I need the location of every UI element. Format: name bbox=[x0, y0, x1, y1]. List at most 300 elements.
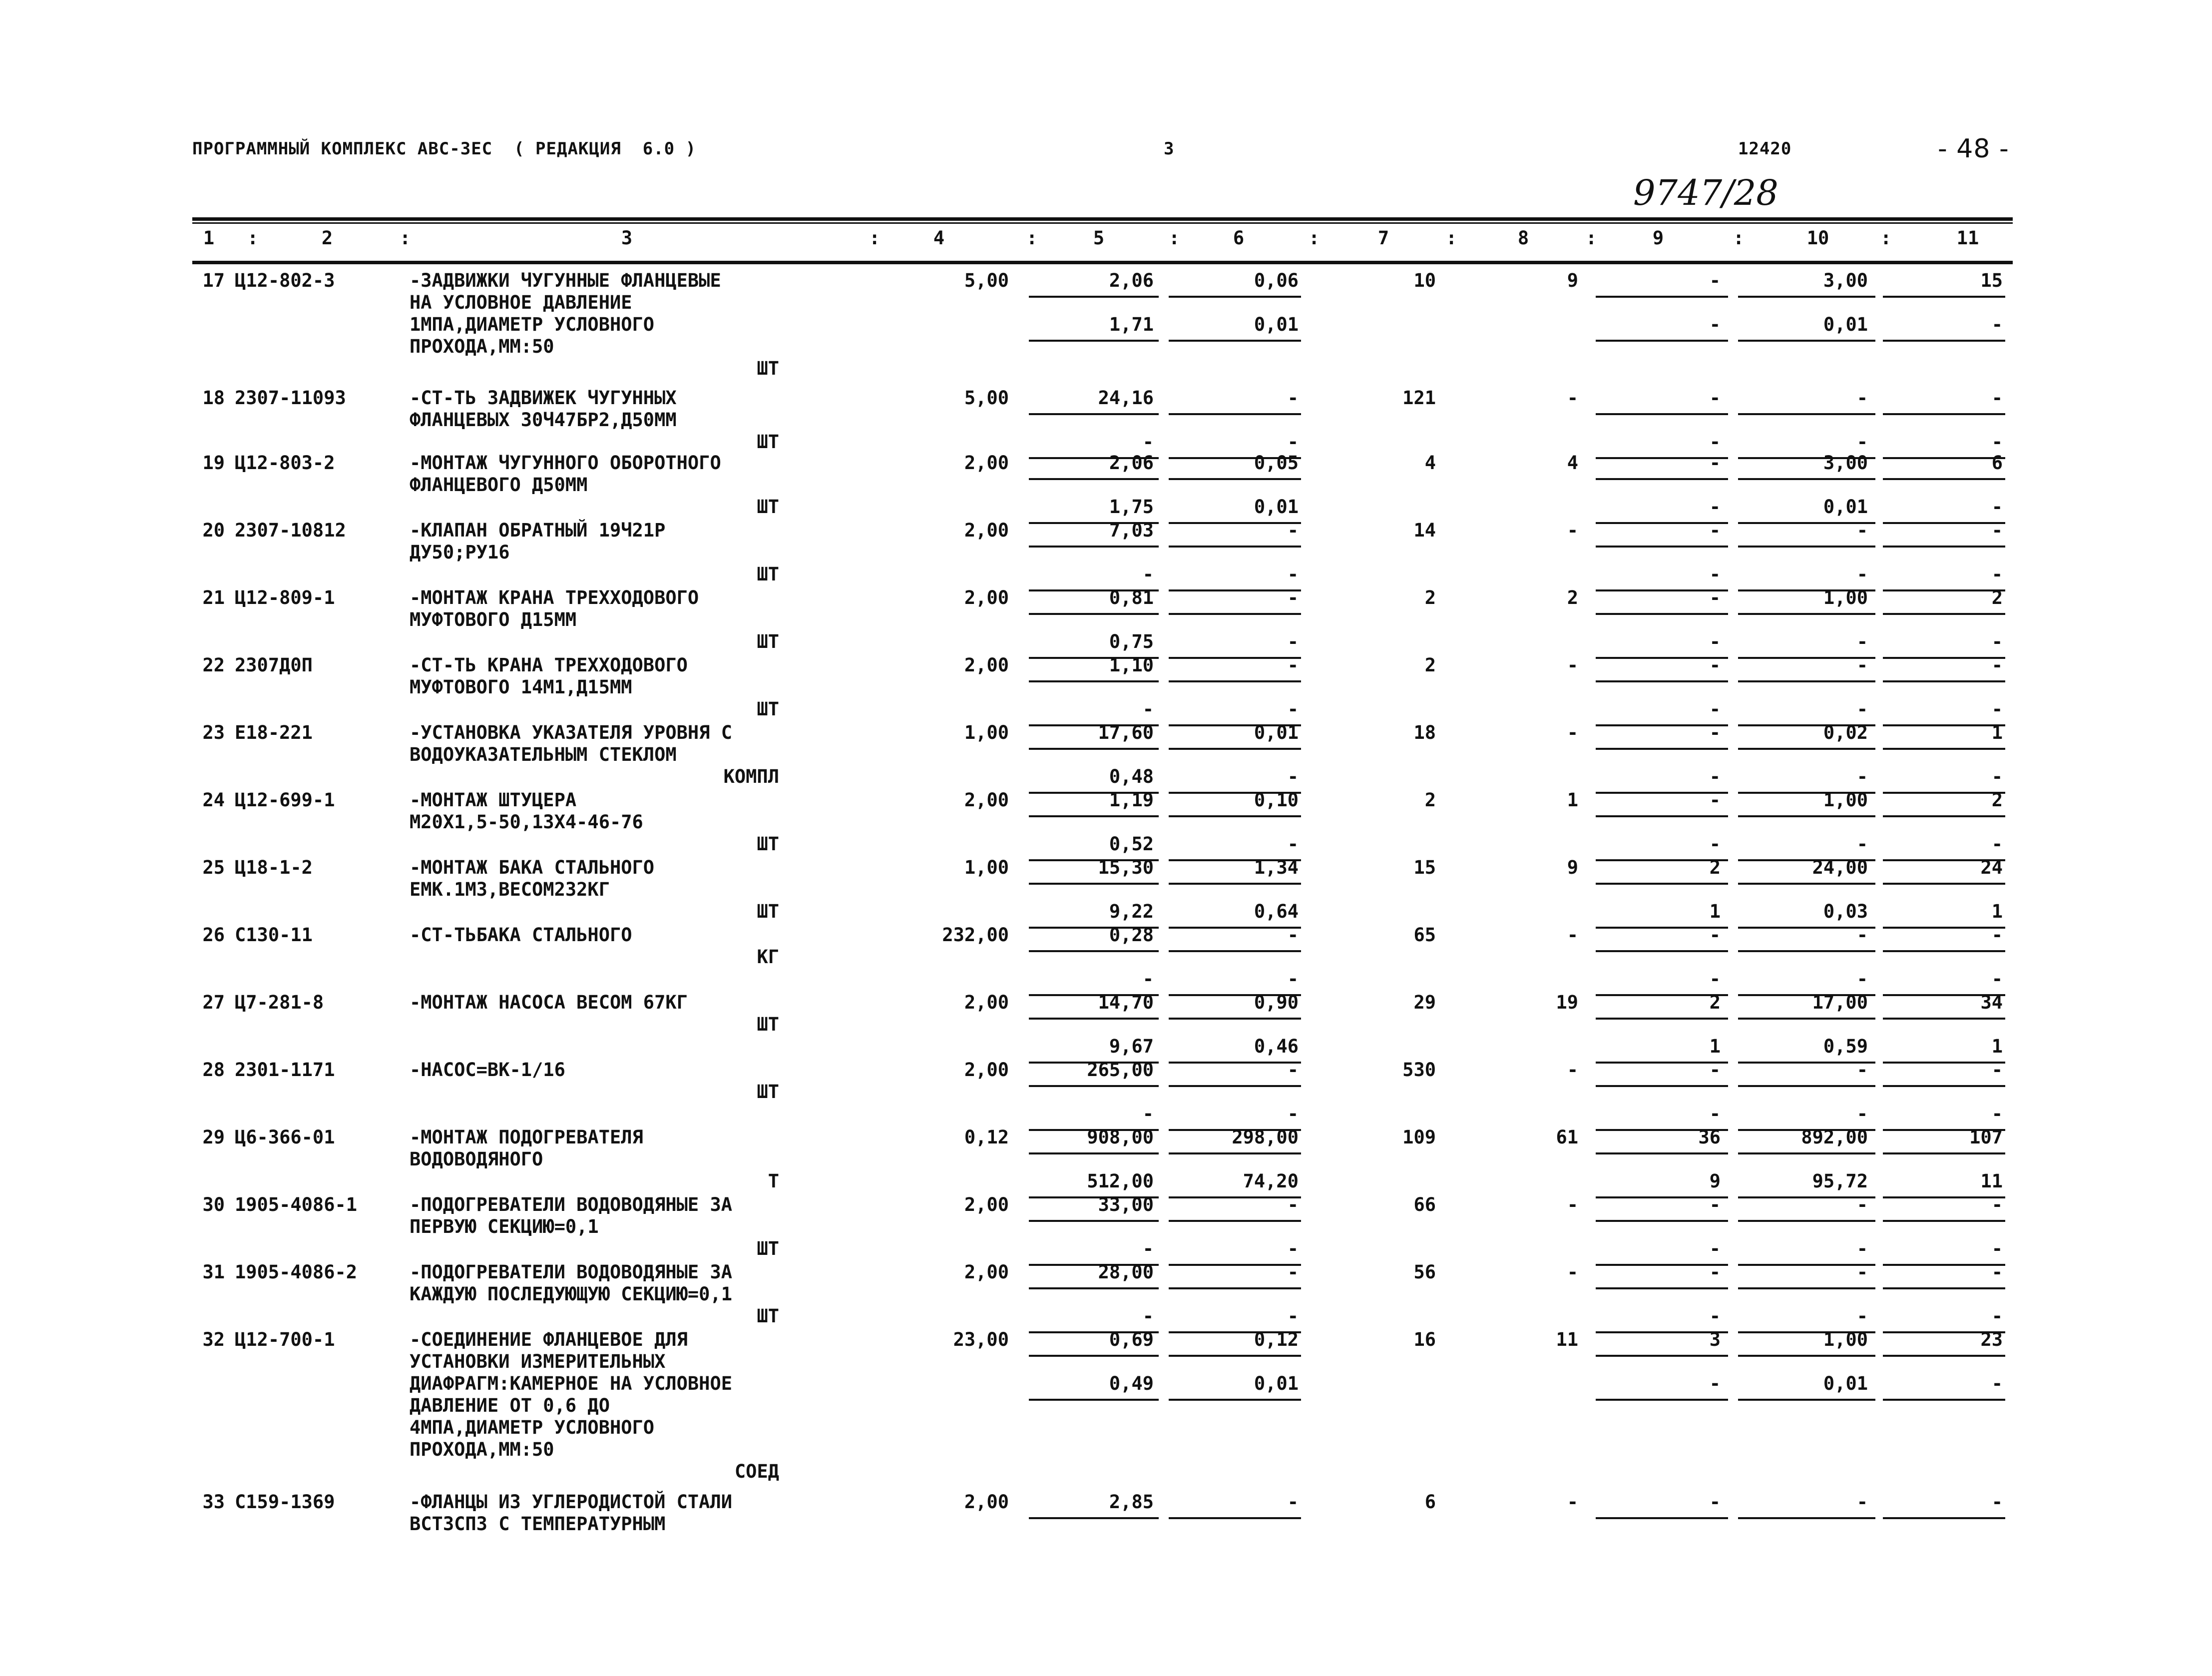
cell-c6b: 0,01 bbox=[1254, 314, 1299, 335]
cell-c8: - bbox=[1567, 1261, 1578, 1283]
cell-c8: - bbox=[1567, 924, 1578, 946]
cell-c5: 265,00 bbox=[1087, 1059, 1154, 1081]
item-description: КАЖДУЮ ПОСЛЕДУЮЩУЮ СЕКЦИЮ=0,1 bbox=[410, 1283, 733, 1305]
cell-c9b: 9 bbox=[1709, 1170, 1721, 1192]
cell-c5: 14,70 bbox=[1098, 992, 1154, 1013]
cell-c4: 1,00 bbox=[964, 722, 1009, 743]
cell-c8: 9 bbox=[1567, 857, 1578, 878]
cell-rule bbox=[1596, 1287, 1728, 1289]
cell-c10: 892,00 bbox=[1801, 1126, 1868, 1148]
cell-c5: 33,00 bbox=[1098, 1194, 1154, 1215]
cell-c6: - bbox=[1287, 654, 1299, 676]
cell-c10: - bbox=[1856, 654, 1868, 676]
item-description: ДУ50;РУ16 bbox=[410, 542, 510, 563]
cell-c5b: - bbox=[1142, 431, 1154, 453]
cell-rule bbox=[1596, 883, 1728, 885]
cell-c11: 2 bbox=[1991, 587, 2003, 608]
column-separator: : bbox=[869, 227, 881, 249]
cell-rule bbox=[1738, 748, 1875, 750]
column-header-2: 2 bbox=[321, 227, 333, 249]
cell-c7: 16 bbox=[1413, 1329, 1436, 1350]
cell-rule bbox=[1596, 296, 1728, 298]
cell-c5: 0,28 bbox=[1109, 924, 1154, 946]
cell-c9: - bbox=[1709, 1194, 1721, 1215]
cell-c9b: - bbox=[1709, 1305, 1721, 1327]
cell-c11b: 11 bbox=[1980, 1170, 2003, 1192]
column-separator: : bbox=[1309, 227, 1320, 249]
cell-c6: - bbox=[1287, 1261, 1299, 1283]
row-number: 25 bbox=[202, 857, 225, 878]
item-description: -КЛАПАН ОБРАТНЫЙ 19Ч21Р bbox=[410, 520, 666, 541]
cell-rule bbox=[1169, 478, 1301, 480]
cell-c10b: 0,01 bbox=[1823, 314, 1868, 335]
item-description: -МОНТАЖ ЧУГУННОГО ОБОРОТНОГО bbox=[410, 452, 721, 474]
cell-c10b: - bbox=[1856, 563, 1868, 585]
cell-c11b: 1 bbox=[1991, 1036, 2003, 1057]
cell-c7: 56 bbox=[1413, 1261, 1436, 1283]
cell-c6b: 0,46 bbox=[1254, 1036, 1299, 1057]
item-description: УСТАНОВКИ ИЗМЕРИТЕЛЬНЫХ bbox=[410, 1351, 666, 1372]
cell-c10b: - bbox=[1856, 1103, 1868, 1124]
cell-c9: 2 bbox=[1709, 857, 1721, 878]
item-description: 1МПА,ДИАМЕТР УСЛОВНОГО bbox=[410, 314, 655, 335]
row-number: 24 bbox=[202, 789, 225, 811]
cell-c9: - bbox=[1709, 452, 1721, 474]
cell-c6b: 74,20 bbox=[1243, 1170, 1299, 1192]
row-number: 26 bbox=[202, 924, 225, 946]
cell-c7: 530 bbox=[1402, 1059, 1436, 1081]
cell-c9b: - bbox=[1709, 1373, 1721, 1394]
item-description: М20Х1,5-50,13Х4-46-76 bbox=[410, 811, 643, 833]
cell-c5: 2,06 bbox=[1109, 270, 1154, 291]
cell-c4: 2,00 bbox=[964, 992, 1009, 1013]
item-description: -СТ-ТЬБАКА СТАЛЬНОГО bbox=[410, 924, 632, 946]
item-unit: ШТ bbox=[757, 563, 779, 585]
column-header-11: 11 bbox=[1956, 227, 1979, 249]
cell-c11: - bbox=[1991, 654, 2003, 676]
item-description: -СОЕДИНЕНИЕ ФЛАНЦЕВОЕ ДЛЯ bbox=[410, 1329, 688, 1350]
column-header-4: 4 bbox=[933, 227, 945, 249]
cell-c5b: - bbox=[1142, 968, 1154, 990]
cell-rule bbox=[1029, 1287, 1159, 1289]
cell-rule bbox=[1029, 1355, 1159, 1357]
cell-rule bbox=[1738, 883, 1875, 885]
cell-c8: - bbox=[1567, 654, 1578, 676]
document-code: 12420 bbox=[1738, 139, 1792, 159]
cell-rule bbox=[1169, 950, 1301, 952]
row-number: 17 bbox=[202, 270, 225, 291]
cell-c6: 0,12 bbox=[1254, 1329, 1299, 1350]
column-header-8: 8 bbox=[1517, 227, 1529, 249]
cell-c10: - bbox=[1856, 1261, 1868, 1283]
cell-c11b: - bbox=[1991, 1305, 2003, 1327]
row-number: 19 bbox=[202, 452, 225, 474]
cell-rule bbox=[1738, 1355, 1875, 1357]
cell-c9: - bbox=[1709, 654, 1721, 676]
page-number: - 48 - bbox=[1938, 134, 2009, 164]
cell-c5b: 0,52 bbox=[1109, 833, 1154, 855]
cell-c7: 2 bbox=[1424, 654, 1436, 676]
cell-rule bbox=[1738, 613, 1875, 615]
cell-rule bbox=[1883, 1085, 2005, 1087]
header-bottom-rule bbox=[192, 261, 2013, 264]
cell-c9: - bbox=[1709, 520, 1721, 541]
item-code: 2301-1171 bbox=[235, 1059, 335, 1081]
cell-c10: - bbox=[1856, 1491, 1868, 1513]
cell-c11: 24 bbox=[1980, 857, 2003, 878]
cell-c10: - bbox=[1856, 924, 1868, 946]
cell-rule bbox=[1169, 815, 1301, 817]
item-description: ВОДОВОДЯНОГО bbox=[410, 1148, 543, 1170]
cell-rule bbox=[1029, 815, 1159, 817]
cell-c9: 36 bbox=[1698, 1126, 1721, 1148]
item-code: Ц12-809-1 bbox=[235, 587, 335, 608]
cell-rule bbox=[1169, 883, 1301, 885]
cell-c10: 0,02 bbox=[1823, 722, 1868, 743]
item-description: -МОНТАЖ ПОДОГРЕВАТЕЛЯ bbox=[410, 1126, 643, 1148]
item-code: Ц12-699-1 bbox=[235, 789, 335, 811]
item-unit: ШТ bbox=[757, 358, 779, 379]
cell-c6: 0,05 bbox=[1254, 452, 1299, 474]
cell-rule bbox=[1883, 546, 2005, 548]
cell-c4: 2,00 bbox=[964, 1261, 1009, 1283]
cell-c9b: - bbox=[1709, 698, 1721, 720]
cell-rule bbox=[1169, 413, 1301, 415]
cell-c9: - bbox=[1709, 1059, 1721, 1081]
cell-c9: - bbox=[1709, 924, 1721, 946]
cell-rule bbox=[1029, 1152, 1159, 1154]
cell-c11: 23 bbox=[1980, 1329, 2003, 1350]
cell-rule bbox=[1596, 478, 1728, 480]
cell-rule-lower bbox=[1883, 340, 2005, 342]
cell-rule bbox=[1029, 413, 1159, 415]
item-code: 2307-11093 bbox=[235, 387, 346, 409]
column-separator: : bbox=[1026, 227, 1038, 249]
cell-c9: 2 bbox=[1709, 992, 1721, 1013]
cell-rule bbox=[1738, 413, 1875, 415]
cell-c8: 4 bbox=[1567, 452, 1578, 474]
top-rule-1 bbox=[192, 217, 2013, 221]
item-unit: Т bbox=[768, 1170, 779, 1192]
cell-c5: 908,00 bbox=[1087, 1126, 1154, 1148]
cell-c11b: - bbox=[1991, 631, 2003, 652]
cell-c8: 19 bbox=[1556, 992, 1578, 1013]
cell-c9b: - bbox=[1709, 631, 1721, 652]
cell-rule bbox=[1596, 748, 1728, 750]
cell-c9b: - bbox=[1709, 968, 1721, 990]
cell-c5b: 9,67 bbox=[1109, 1036, 1154, 1057]
item-code: Е18-221 bbox=[235, 722, 313, 743]
cell-rule bbox=[1738, 1287, 1875, 1289]
cell-c10: 17,00 bbox=[1812, 992, 1868, 1013]
cell-c11: 2 bbox=[1991, 789, 2003, 811]
cell-rule bbox=[1169, 1085, 1301, 1087]
cell-c10: 1,00 bbox=[1823, 587, 1868, 608]
cell-rule bbox=[1596, 1085, 1728, 1087]
cell-c7: 18 bbox=[1413, 722, 1436, 743]
cell-c4: 2,00 bbox=[964, 1491, 1009, 1513]
cell-c7: 6 bbox=[1424, 1491, 1436, 1513]
cell-c11: 15 bbox=[1980, 270, 2003, 291]
cell-c6b: - bbox=[1287, 1238, 1299, 1259]
cell-c5: 2,06 bbox=[1109, 452, 1154, 474]
cell-rule-lower bbox=[1596, 1399, 1728, 1401]
cell-c6b: - bbox=[1287, 631, 1299, 652]
column-header-1: 1 bbox=[203, 227, 215, 249]
cell-c7: 29 bbox=[1413, 992, 1436, 1013]
cell-c6: 298,00 bbox=[1232, 1126, 1299, 1148]
item-description: -ФЛАНЦЫ ИЗ УГЛЕРОДИСТОЙ СТАЛИ bbox=[410, 1491, 733, 1513]
cell-c6: 0,90 bbox=[1254, 992, 1299, 1013]
item-description: -МОНТАЖ БАКА СТАЛЬНОГО bbox=[410, 857, 655, 878]
item-code: Ц12-700-1 bbox=[235, 1329, 335, 1350]
cell-c6: - bbox=[1287, 387, 1299, 409]
row-number: 33 bbox=[202, 1491, 225, 1513]
row-number: 22 bbox=[202, 654, 225, 676]
cell-rule bbox=[1883, 950, 2005, 952]
cell-rule bbox=[1029, 478, 1159, 480]
cell-c7: 109 bbox=[1402, 1126, 1436, 1148]
cell-c4: 2,00 bbox=[964, 1194, 1009, 1215]
cell-c9: - bbox=[1709, 722, 1721, 743]
cell-c11b: - bbox=[1991, 766, 2003, 787]
cell-c10: - bbox=[1856, 1059, 1868, 1081]
column-separator: : bbox=[1446, 227, 1457, 249]
cell-c9b: - bbox=[1709, 766, 1721, 787]
cell-rule bbox=[1738, 1085, 1875, 1087]
item-description: -ЗАДВИЖКИ ЧУГУННЫЕ ФЛАНЦЕВЫЕ bbox=[410, 270, 721, 291]
column-header-3: 3 bbox=[621, 227, 633, 249]
cell-c11: 107 bbox=[1969, 1126, 2003, 1148]
cell-c5: 17,60 bbox=[1098, 722, 1154, 743]
item-description: ФЛАНЦЕВОГО Д50ММ bbox=[410, 474, 588, 496]
cell-c5b: 0,75 bbox=[1109, 631, 1154, 652]
item-description: ФЛАНЦЕВЫХ 30Ч47БР2,Д50ММ bbox=[410, 409, 677, 431]
cell-rule bbox=[1169, 1355, 1301, 1357]
cell-c11: 6 bbox=[1991, 452, 2003, 474]
cell-c11b: - bbox=[1991, 1373, 2003, 1394]
cell-c9: - bbox=[1709, 387, 1721, 409]
column-header-6: 6 bbox=[1233, 227, 1245, 249]
cell-rule-lower bbox=[1883, 1399, 2005, 1401]
cell-c5b: 512,00 bbox=[1087, 1170, 1154, 1192]
cell-c5b: - bbox=[1142, 1305, 1154, 1327]
cell-c4: 0,12 bbox=[964, 1126, 1009, 1148]
cell-rule bbox=[1596, 1517, 1728, 1519]
cell-rule bbox=[1883, 680, 2005, 682]
item-code: С159-1369 bbox=[235, 1491, 335, 1513]
cell-c9b: - bbox=[1709, 1238, 1721, 1259]
item-description: МУФТОВОГО Д15ММ bbox=[410, 609, 577, 630]
cell-rule-lower bbox=[1029, 340, 1159, 342]
cell-c5: 7,03 bbox=[1109, 520, 1154, 541]
column-separator: : bbox=[1733, 227, 1745, 249]
item-unit: ШТ bbox=[757, 1014, 779, 1035]
cell-c5: 28,00 bbox=[1098, 1261, 1154, 1283]
row-number: 21 bbox=[202, 587, 225, 608]
top-rule-2 bbox=[192, 222, 2013, 224]
cell-rule bbox=[1169, 1287, 1301, 1289]
cell-rule bbox=[1596, 815, 1728, 817]
cell-c5: 1,10 bbox=[1109, 654, 1154, 676]
row-number: 23 bbox=[202, 722, 225, 743]
cell-c4: 1,00 bbox=[964, 857, 1009, 878]
cell-rule bbox=[1596, 613, 1728, 615]
cell-c8: 2 bbox=[1567, 587, 1578, 608]
item-unit: ШТ bbox=[757, 1238, 779, 1259]
cell-rule bbox=[1596, 1018, 1728, 1020]
cell-c10b: 95,72 bbox=[1812, 1170, 1868, 1192]
cell-rule bbox=[1738, 680, 1875, 682]
item-description: -УСТАНОВКА УКАЗАТЕЛЯ УРОВНЯ С bbox=[410, 722, 733, 743]
cell-c10: - bbox=[1856, 387, 1868, 409]
cell-c6b: - bbox=[1287, 1103, 1299, 1124]
cell-c4: 2,00 bbox=[964, 789, 1009, 811]
row-number: 30 bbox=[202, 1194, 225, 1215]
item-unit: ШТ bbox=[757, 698, 779, 720]
cell-c10: - bbox=[1856, 1194, 1868, 1215]
cell-c6: - bbox=[1287, 1194, 1299, 1215]
item-description: -СТ-ТЬ ЗАДВИЖЕК ЧУГУННЫХ bbox=[410, 387, 677, 409]
cell-c10: 3,00 bbox=[1823, 452, 1868, 474]
cell-c10b: - bbox=[1856, 968, 1868, 990]
cell-rule bbox=[1596, 1220, 1728, 1222]
cell-c11: - bbox=[1991, 520, 2003, 541]
cell-rule bbox=[1883, 748, 2005, 750]
cell-c6: - bbox=[1287, 924, 1299, 946]
cell-c4: 2,00 bbox=[964, 520, 1009, 541]
item-unit: СОЕД bbox=[734, 1461, 779, 1482]
cell-c10: 24,00 bbox=[1812, 857, 1868, 878]
item-unit: ШТ bbox=[757, 901, 779, 922]
cell-c6b: - bbox=[1287, 1305, 1299, 1327]
cell-c5b: 0,48 bbox=[1109, 766, 1154, 787]
item-description: ДИАФРАГМ:КАМЕРНОЕ НА УСЛОВНОЕ bbox=[410, 1373, 733, 1394]
column-header-7: 7 bbox=[1377, 227, 1389, 249]
cell-rule bbox=[1029, 1517, 1159, 1519]
item-description: 4МПА,ДИАМЕТР УСЛОВНОГО bbox=[410, 1417, 655, 1438]
cell-c6b: - bbox=[1287, 766, 1299, 787]
item-unit: КГ bbox=[757, 946, 779, 968]
cell-rule-lower bbox=[1596, 340, 1728, 342]
cell-c5b: 9,22 bbox=[1109, 901, 1154, 922]
cell-c6b: 0,64 bbox=[1254, 901, 1299, 922]
row-number: 31 bbox=[202, 1261, 225, 1283]
cell-c6b: - bbox=[1287, 833, 1299, 855]
cell-c10b: - bbox=[1856, 1305, 1868, 1327]
cell-c10: 1,00 bbox=[1823, 1329, 1868, 1350]
cell-rule bbox=[1738, 478, 1875, 480]
cell-c11: - bbox=[1991, 924, 2003, 946]
cell-rule bbox=[1029, 546, 1159, 548]
cell-c11b: - bbox=[1991, 698, 2003, 720]
item-code: 1905-4086-1 bbox=[235, 1194, 358, 1215]
cell-c4: 2,00 bbox=[964, 654, 1009, 676]
item-unit: КОМПЛ bbox=[723, 766, 779, 787]
cell-c5: 24,16 bbox=[1098, 387, 1154, 409]
cell-c9: - bbox=[1709, 270, 1721, 291]
cell-rule bbox=[1169, 1220, 1301, 1222]
cell-rule bbox=[1029, 950, 1159, 952]
cell-c9: - bbox=[1709, 1491, 1721, 1513]
cell-rule bbox=[1738, 950, 1875, 952]
cell-rule bbox=[1738, 1018, 1875, 1020]
cell-rule bbox=[1169, 748, 1301, 750]
cell-rule-lower bbox=[1738, 1399, 1875, 1401]
cell-c6b: - bbox=[1287, 968, 1299, 990]
cell-rule bbox=[1883, 613, 2005, 615]
item-description: ДАВЛЕНИЕ ОТ 0,6 ДО bbox=[410, 1395, 610, 1416]
cell-c11b: - bbox=[1991, 1238, 2003, 1259]
cell-c11: - bbox=[1991, 1194, 2003, 1215]
cell-c11: - bbox=[1991, 1059, 2003, 1081]
cell-rule bbox=[1029, 296, 1159, 298]
item-code: Ц12-803-2 bbox=[235, 452, 335, 474]
cell-c8: 11 bbox=[1556, 1329, 1578, 1350]
cell-c8: 1 bbox=[1567, 789, 1578, 811]
cell-c5b: - bbox=[1142, 563, 1154, 585]
item-code: Ц7-281-8 bbox=[235, 992, 324, 1013]
item-description: -НАСОС=ВК-1/16 bbox=[410, 1059, 565, 1081]
item-unit: ШТ bbox=[757, 1305, 779, 1327]
cell-c7: 15 bbox=[1413, 857, 1436, 878]
cell-c7: 2 bbox=[1424, 587, 1436, 608]
cell-rule bbox=[1029, 680, 1159, 682]
cell-c10b: - bbox=[1856, 631, 1868, 652]
cell-c7: 121 bbox=[1402, 387, 1436, 409]
cell-c11: - bbox=[1991, 387, 2003, 409]
cell-c7: 65 bbox=[1413, 924, 1436, 946]
cell-rule bbox=[1738, 1152, 1875, 1154]
cell-rule bbox=[1738, 1517, 1875, 1519]
cell-rule bbox=[1738, 815, 1875, 817]
column-separator: : bbox=[1880, 227, 1892, 249]
item-description: ВСТ3СП3 С ТЕМПЕРАТУРНЫМ bbox=[410, 1513, 666, 1535]
cell-c11b: - bbox=[1991, 431, 2003, 453]
cell-c6: 0,06 bbox=[1254, 270, 1299, 291]
cell-rule bbox=[1029, 613, 1159, 615]
cell-c5b: 1,71 bbox=[1109, 314, 1154, 335]
cell-c9b: 1 bbox=[1709, 1036, 1721, 1057]
cell-c5b: - bbox=[1142, 1103, 1154, 1124]
cell-c8: - bbox=[1567, 387, 1578, 409]
item-description: -СТ-ТЬ КРАНА ТРЕХХОДОВОГО bbox=[410, 654, 688, 676]
cell-c8: - bbox=[1567, 1491, 1578, 1513]
cell-c8: - bbox=[1567, 722, 1578, 743]
cell-c9b: - bbox=[1709, 496, 1721, 518]
cell-c11b: - bbox=[1991, 496, 2003, 518]
program-header: ПРОГРАММНЫЙ КОМПЛЕКС АВС-ЗЕС ( РЕДАКЦИЯ 6.0 ) bbox=[192, 139, 697, 159]
cell-rule bbox=[1169, 1152, 1301, 1154]
cell-c6b: 0,01 bbox=[1254, 1373, 1299, 1394]
item-code: 2307Д0П bbox=[235, 654, 313, 676]
cell-c9: - bbox=[1709, 789, 1721, 811]
column-separator: : bbox=[247, 227, 259, 249]
cell-c9b: 1 bbox=[1709, 901, 1721, 922]
cell-c10b: - bbox=[1856, 766, 1868, 787]
cell-c10b: - bbox=[1856, 833, 1868, 855]
cell-c10b: 0,59 bbox=[1823, 1036, 1868, 1057]
cell-rule bbox=[1883, 1287, 2005, 1289]
cell-c6: - bbox=[1287, 1059, 1299, 1081]
cell-c8: 9 bbox=[1567, 270, 1578, 291]
cell-rule bbox=[1883, 478, 2005, 480]
cell-rule bbox=[1169, 613, 1301, 615]
cell-c11b: 1 bbox=[1991, 901, 2003, 922]
item-description: -МОНТАЖ КРАНА ТРЕХХОДОВОГО bbox=[410, 587, 699, 608]
cell-c5: 15,30 bbox=[1098, 857, 1154, 878]
cell-c11: - bbox=[1991, 1261, 2003, 1283]
